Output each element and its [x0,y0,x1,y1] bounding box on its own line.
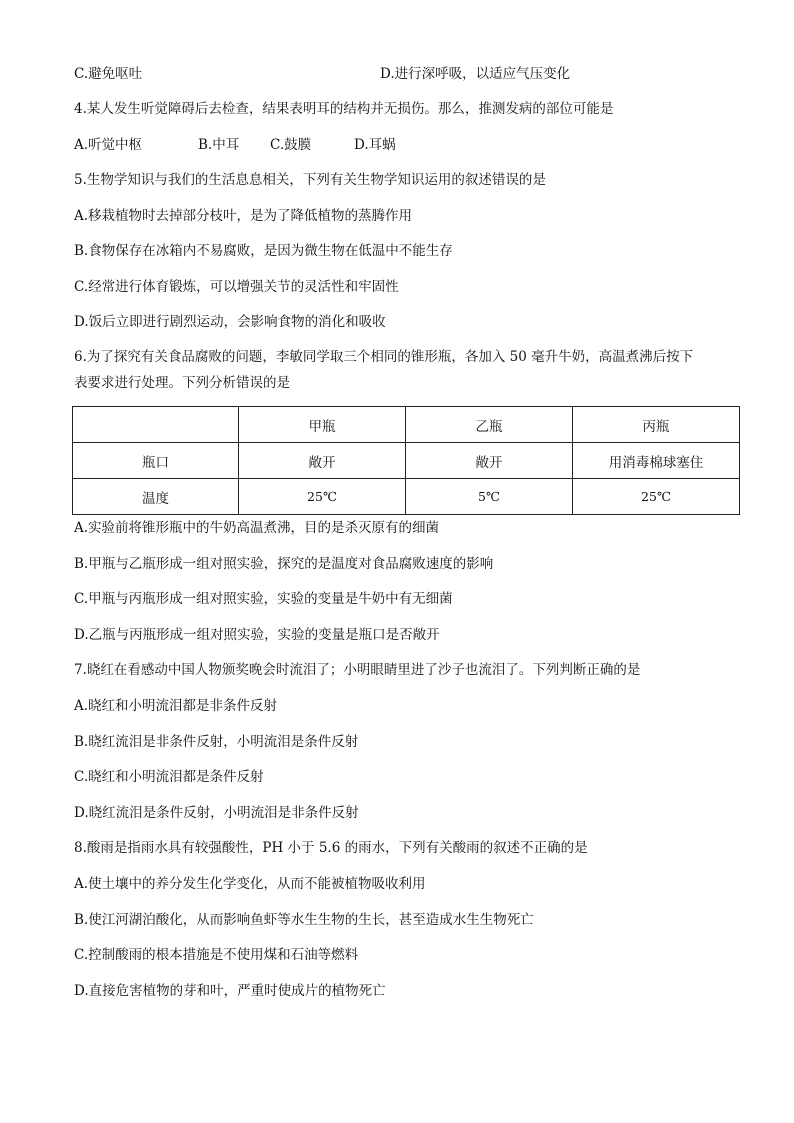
table-header-cell: 甲瓶 [239,407,406,443]
table-header-cell [73,407,239,443]
q6-stem-line2: 表要求进行处理。下列分析错误的是 [74,375,290,391]
table-header-cell: 丙瓶 [573,407,740,443]
table-header-cell: 乙瓶 [406,407,573,443]
q3-option-c: C.避免呕吐 [74,66,143,82]
q5-option-b: B.食物保存在冰箱内不易腐败，是因为微生物在低温中不能生存 [74,243,453,259]
q4-option-c: C.鼓膜 [270,137,312,153]
table-cell: 瓶口 [73,443,239,479]
table-row [73,479,740,515]
q5-option-c: C.经常进行体育锻炼，可以增强关节的灵活性和牢固性 [74,279,399,295]
q5-option-a: A.移栽植物时去掉部分枝叶，是为了降低植物的蒸腾作用 [74,208,413,224]
q6-stem-line1: 6.为了探究有关食品腐败的问题，李敏同学取三个相同的锥形瓶，各加入 50 毫升牛奶，高温煮沸后按下 [74,349,694,365]
q8-option-c: C.控制酸雨的根本措施是不使用煤和石油等燃料 [74,947,359,963]
q4-option-a: A.听觉中枢 [74,137,143,153]
q8-option-b: B.使江河湖泊酸化，从而影响鱼虾等水生生物的生长，甚至造成水生生物死亡 [74,912,534,928]
q8-stem: 8.酸雨是指雨水具有较强酸性，PH 小于 5.6 的雨水，下列有关酸雨的叙述不正确的是 [74,840,588,856]
table-cell: 25℃ [239,479,406,515]
q8-option-d: D.直接危害植物的芽和叶，严重时使成片的植物死亡 [74,983,386,999]
q7-option-c: C.晓红和小明流泪都是条件反射 [74,769,264,785]
table-header-row [73,407,740,443]
q5-option-d: D.饭后立即进行剧烈运动，会影响食物的消化和吸收 [74,314,386,330]
q4-options [74,136,396,154]
table-row [73,443,740,479]
q8-option-a: A.使土壤中的养分发生化学变化，从而不能被植物吸收利用 [74,876,426,892]
table-cell: 用消毒棉球塞住 [573,443,740,479]
q7-option-a: A.晓红和小明流泪都是非条件反射 [74,698,278,714]
q7-option-b: B.晓红流泪是非条件反射，小明流泪是条件反射 [74,734,359,750]
q7-stem: 7.晓红在看感动中国人物颁奖晚会时流泪了；小明眼睛里进了沙子也流泪了。下列判断正确的是 [74,662,641,678]
q6-option-a: A.实验前将锥形瓶中的牛奶高温煮沸，目的是杀灭原有的细菌 [74,520,440,536]
table-cell: 敞开 [239,443,406,479]
q4-option-d: D.耳蜗 [354,137,396,153]
table-cell: 温度 [73,479,239,515]
q4-stem: 4.某人发生听觉障碍后去检查，结果表明耳的结构并无损伤。那么，推测发病的部位可能是 [74,101,614,117]
table-cell: 25℃ [573,479,740,515]
q6-option-c: C.甲瓶与丙瓶形成一组对照实验，实验的变量是牛奶中有无细菌 [74,591,453,607]
table-cell: 5℃ [406,479,573,515]
q4-option-b: B.中耳 [198,137,240,153]
q3-option-d: D.进行深呼吸，以适应气压变化 [380,66,571,82]
q5-stem: 5.生物学知识与我们的生活息息相关，下列有关生物学知识运用的叙述错误的是 [74,172,546,188]
q6-option-b: B.甲瓶与乙瓶形成一组对照实验，探究的是温度对食品腐败速度的影响 [74,556,494,572]
experiment-table [72,406,740,515]
q7-option-d: D.晓红流泪是条件反射，小明流泪是非条件反射 [74,805,359,821]
q6-option-d: D.乙瓶与丙瓶形成一组对照实验，实验的变量是瓶口是否敞开 [74,627,440,643]
table-cell: 敞开 [406,443,573,479]
